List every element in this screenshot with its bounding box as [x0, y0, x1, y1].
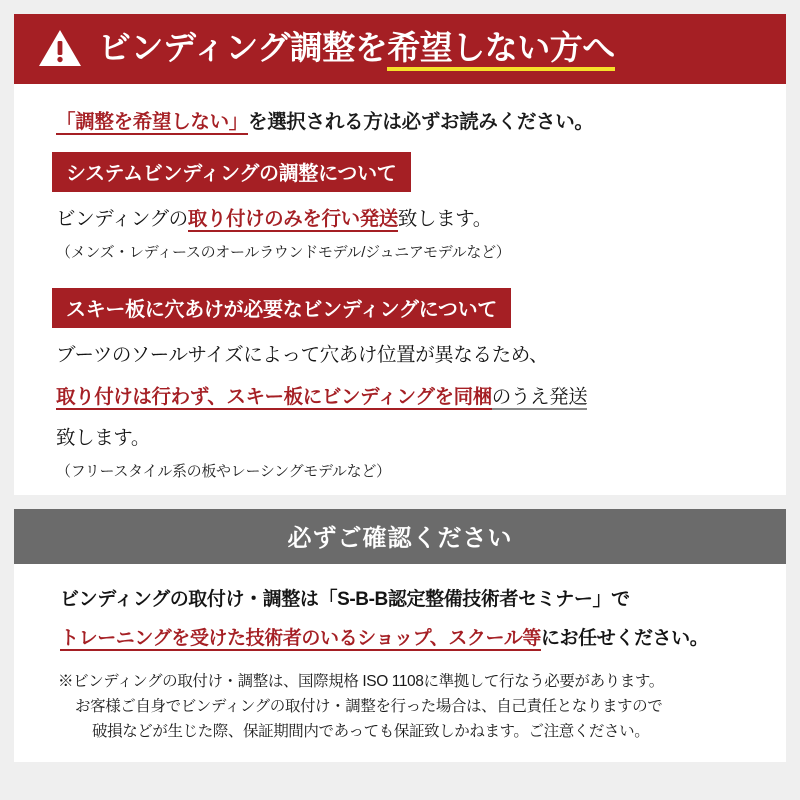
fine-line-3: 破損などが生じた際、保証期間内であっても保証致しかねます。ご注意ください。 — [92, 723, 650, 741]
must-confirm-card — [14, 509, 786, 762]
section1-body-pre: ビンディングの — [56, 208, 188, 230]
confirm-line2-highlight: トレーニングを受けた技術者のいるショップ、スクール等 — [60, 627, 541, 649]
lead-quoted-option: 「調整を希望しない」 — [56, 111, 249, 133]
section1-heading: システムビンディングの調整について — [52, 152, 411, 192]
section2-heading: スキー板に穴あけが必要なビンディングについて — [52, 288, 511, 328]
section2-line2-post: のうえ発送 — [491, 385, 588, 408]
banner-header — [14, 14, 786, 84]
section2-line1: ブーツのソールサイズによって穴あけ位置が異なるため、 — [56, 344, 549, 367]
banner-title — [98, 30, 615, 66]
warning-triangle-icon — [38, 28, 82, 68]
section2-line2 — [56, 383, 760, 411]
card-body — [14, 84, 786, 495]
fine-line-2: お客様ご自身でビンディングの取付け・調整を行った場合は、自己責任となりますので — [75, 698, 663, 716]
confirm-body — [14, 564, 786, 762]
section2-note: （フリースタイル系の板やレーシングモデルなど） — [56, 463, 391, 481]
confirm-fine-print — [58, 669, 760, 744]
section2-line3: 致します。 — [56, 426, 150, 449]
confirm-bar-title: 必ずご確認ください — [14, 509, 786, 564]
lead-rest: を選択される方は必ずお読みください。 — [248, 111, 594, 133]
binding-no-adjust-card — [14, 14, 786, 495]
section1-body-post: 致します。 — [397, 208, 492, 230]
lead-paragraph — [56, 106, 760, 134]
confirm-line2-post: にお任せください。 — [540, 627, 709, 649]
confirm-line2 — [60, 625, 760, 654]
section1-body-highlight: 取り付けのみを行い発送 — [187, 208, 398, 230]
banner-title-plain: ビンディング調整を — [98, 28, 388, 66]
section-system-binding — [40, 152, 760, 262]
confirm-line1: ビンディングの取付け・調整は「S-B-B認定整備技術者セミナー」で — [60, 589, 630, 611]
section-drilling-required — [40, 288, 760, 481]
section1-body — [56, 205, 760, 233]
fine-line-1: ※ビンディングの取付け・調整は、国際規格 ISO 1108に準拠して行なう必要があります。 — [58, 673, 664, 691]
banner-title-highlight: 希望しない方へ — [387, 29, 615, 71]
section2-line2-highlight: 取り付けは行わず、スキー板にビンディングを同梱 — [56, 385, 492, 408]
section1-note: （メンズ・レディースのオールラウンドモデル/ジュニアモデルなど） — [56, 244, 511, 262]
